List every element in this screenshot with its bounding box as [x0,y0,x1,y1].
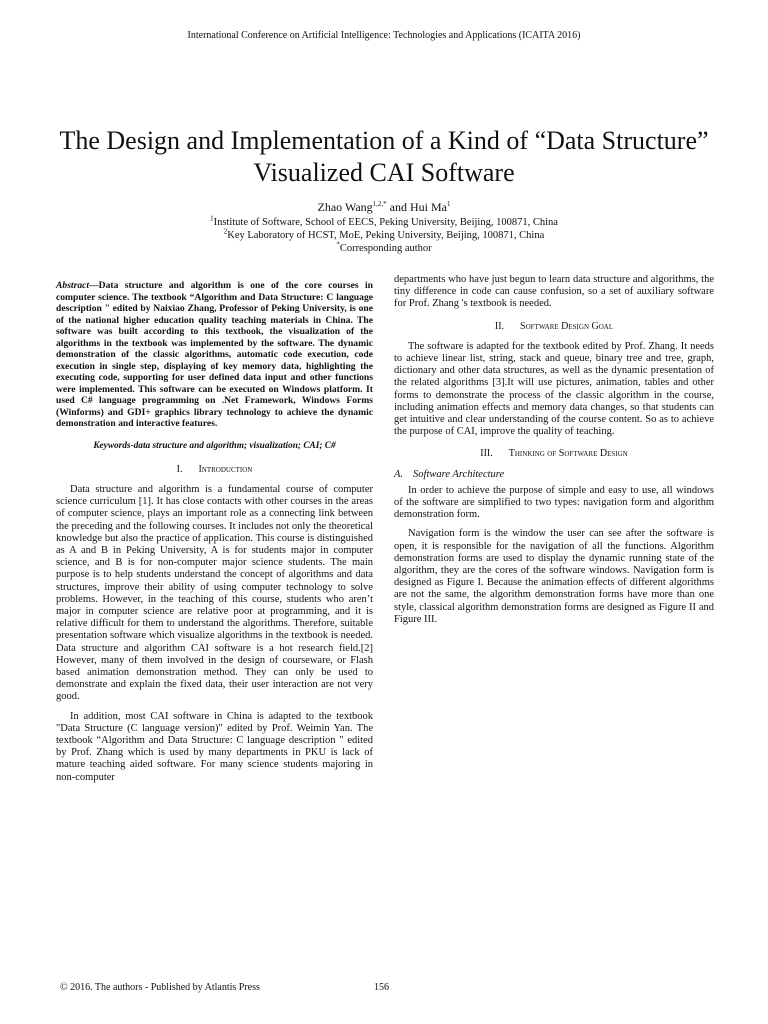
body-paragraph: Navigation form is the window the user can see after the software is open, it is responsible for the navigation of all the functions. Algorithm demonstration forms are used to display the dynamic running state of the algorithm, they are the cores of the software windows. Navigation form is designed as Figure I. Because the animation effects of different algorithms are not the same, the algorithm demonstration forms have more than one style, classical algorithm demonstration forms are designed as Figure II and Figure III. [394,528,714,625]
author-name: Zhao Wang [317,200,373,214]
section-title: Thinking of Software Design [508,448,628,460]
section-title: Software Design Goal [520,320,614,332]
affiliation-text: Corresponding author [339,243,432,254]
section-number: II. [494,320,505,332]
author-name: Hui Ma [409,200,447,214]
body-paragraph: The software is adapted for the textbook edited by Prof. Zhang. It needs to achieve linear list, string, stack and queue, binary tree and tree, graph, dictionary and other data structures, as well as the dynamic presentation of the related algorithms [3].It will use pictures, animation, tables and other forms to demonstrate the process of the classic algorithm in the course, including animation effects and memory data changes, so that students can get intuitive and clear understanding of the course content. So as to achieve the purpose of CAI, improve the quality of teaching. [394,340,714,438]
author-affiliation-marker: 1 [446,200,451,208]
section-number: III. [480,448,493,460]
copyright-footer: © 2016. The authors - Published by Atlantis Press [60,982,260,993]
abstract-text: —Data structure and algorithm is one of the core courses in computer science. The textbook “Algorithm and Data Structure: C language description " edited by Naixiao Zhang, Professor of Peking University, is one of the national higher education quality teaching materials in China. The software was built according to this textbook, the visualization of the algorithms in the textbook was implemented by the software. The dynamic demonstration of the classic algorithms, automatic code execution, code execution in single step, displaying of key memory data, highlighting the executing code, supporting for user defined data input and other functions were implemented. This software can be executed on Windows platform. It used C# language programming on .Net Framework, Windows Forms (Winforms) and GDI+ graphics library technology to achieve the dynamic demonstration and interactive features. [56,280,373,429]
body-paragraph: Data structure and algorithm is a fundamental course of computer science curriculum [1]. It has close contacts with other courses in the areas of computer science, plays an important role as a connecting link between the preceding and the following courses. It includes not only the theoretical knowledge but also the practice of application. This course is distinguished as A and B in Peking University, A is for students major in computer science, and B is for non-computer major science students. The main purpose is to help students understand the concept of algorithms and data structures, improve their ability of using computer technology to solve problems. However, in the teaching of this course, students who aren’t major in computer science are relative poor at programming, and it is relative difficult for them to understand the algorithms. Therefore, suitable presentation software which visualize algorithms in the textbook is needed. Data structure and algorithm CAI software is a hot research field.[2] However, many of them involved in the design of courseware, or Flash based animation demonstration method. They can only be used to demonstrate and explain the fixed data, their user interaction are not very good. [56,483,373,703]
section-heading-design-goal [394,321,714,333]
paper-title: The Design and Implementation of a Kind of “Data Structure” Visualized CAI Software [59,126,709,188]
affiliation-text: Institute of Software, School of EECS, Peking University, Beijing, 100871, China [213,217,558,228]
abstract-label: Abstract [56,280,90,291]
section-heading-thinking [394,448,714,460]
body-paragraph: In addition, most CAI software in China is adapted to the textbook "Data Structure (C language version)" edited by Prof. Weimin Yan. The textbook “Algorithm and Data Structure: C language description " edited by Prof. Zhang which is used by many departments in PKU is lack of mature teaching aided software. For many science students majoring in non-computer [56,710,373,783]
affiliation-text: Key Laboratory of HCST, MoE, Peking University, Beijing, 100871, China [227,230,545,241]
conference-header: International Conference on Artificial Intelligence: Technologies and Applications (ICAITA 2016) [187,30,581,41]
affiliation-marker: 2 [223,227,228,236]
subsection-title: Software Architecture [413,468,505,480]
abstract [56,280,373,430]
section-title: Introduction [198,463,253,475]
section-heading-introduction [56,464,373,476]
left-column [56,280,373,791]
body-paragraph: In order to achieve the purpose of simple and easy to use, all windows of the software are simplified to two types: navigation form and algorithm demonstration form. [394,484,714,521]
right-column [394,274,714,633]
affiliation-marker: * [336,240,340,249]
body-paragraph-continued: departments who have just begun to learn data structure and algorithms, the tiny difference in code can cause confusion, so a set of auxiliary software for Prof. Zhang 's textbook is needed. [394,274,714,310]
subsection-heading-architecture [394,469,714,481]
affiliation-line [0,229,768,242]
subsection-number: A. [394,468,404,480]
section-number: I. [176,463,183,475]
author-affiliation-marker: 1,2,* [372,200,387,208]
affiliation-marker: 1 [210,214,214,223]
affiliation-line [0,216,768,229]
author-conjunction: and [386,200,410,214]
affiliations [0,216,768,255]
affiliation-line [0,242,768,255]
page-number: 156 [374,982,389,993]
keywords: Keywords-data structure and algorithm; visualization; CAI; C# [93,440,336,451]
author-line [0,200,768,215]
